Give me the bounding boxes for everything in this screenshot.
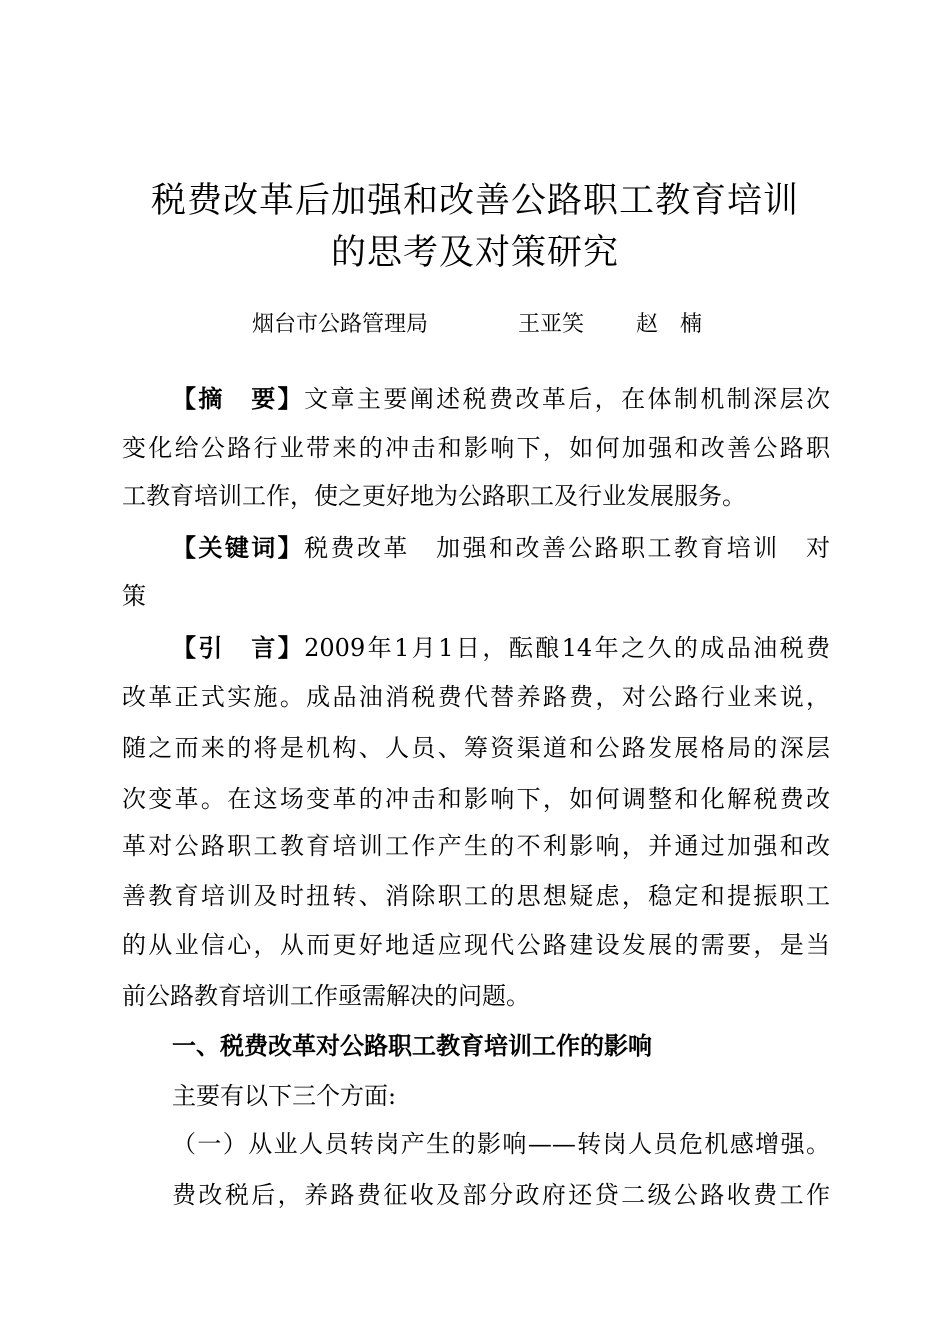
author-name-1: 王亚笑 <box>518 312 585 337</box>
intro-line-4: 次变革。在这场变革的冲击和影响下，如何调整和化解税费改 <box>122 785 830 813</box>
intro-line-3: 随之而来的将是机构、人员、筹资渠道和公路发展格局的深层 <box>122 734 830 762</box>
keywords-line-2: 策 <box>122 582 146 610</box>
keywords-line-1 <box>172 532 830 564</box>
intro-text: 2009年1月1日，酝酿14年之久的成品油税费 <box>304 634 830 662</box>
keywords-text: 税费改革 加强和改善公路职工教育培训 对 <box>304 534 831 562</box>
intro-line-7: 的从业信心，从而更好地适应现代公路建设发展的需要，是当 <box>122 931 830 959</box>
abstract-label: 【摘 要】 <box>172 385 305 413</box>
abstract-text: 文章主要阐述税费改革后，在体制机制深层次 <box>304 385 831 413</box>
abstract-line-3: 工教育培训工作，使之更好地为公路职工及行业发展服务。 <box>122 482 746 510</box>
document-title-line-2: 的思考及对策研究 <box>330 233 619 273</box>
intro-line-2: 改革正式实施。成品油消税费代替养路费，对公路行业来说， <box>122 683 830 711</box>
affiliation: 烟台市公路管理局 <box>252 312 429 337</box>
intro-line-6: 善教育培训及时扭转、消除职工的思想疑虑，稳定和提振职工 <box>122 882 830 910</box>
abstract-line-1 <box>172 383 830 415</box>
section-heading: 一、税费改革对公路职工教育培训工作的影响 <box>172 1032 652 1060</box>
keywords-label: 【关键词】 <box>172 534 305 562</box>
subsection-line-1: 费改税后，养路费征收及部分政府还贷二级公路收费工作 <box>172 1181 830 1209</box>
intro-line-8: 前公路教育培训工作亟需解决的问题。 <box>122 982 530 1010</box>
author-name-2: 赵 楠 <box>636 312 703 337</box>
section-intro: 主要有以下三个方面: <box>172 1082 397 1110</box>
intro-line-5: 革对公路职工教育培训工作产生的不利影响，并通过加强和改 <box>122 832 830 860</box>
intro-line-1 <box>172 632 830 664</box>
document-title-line-1: 税费改革后加强和改善公路职工教育培训 <box>150 181 799 221</box>
subsection-heading: （一）从业人员转岗产生的影响——转岗人员危机感增强。 <box>172 1130 830 1158</box>
intro-label: 【引 言】 <box>172 634 305 662</box>
abstract-line-2: 变化给公路行业带来的冲击和影响下，如何加强和改善公路职 <box>122 434 830 462</box>
